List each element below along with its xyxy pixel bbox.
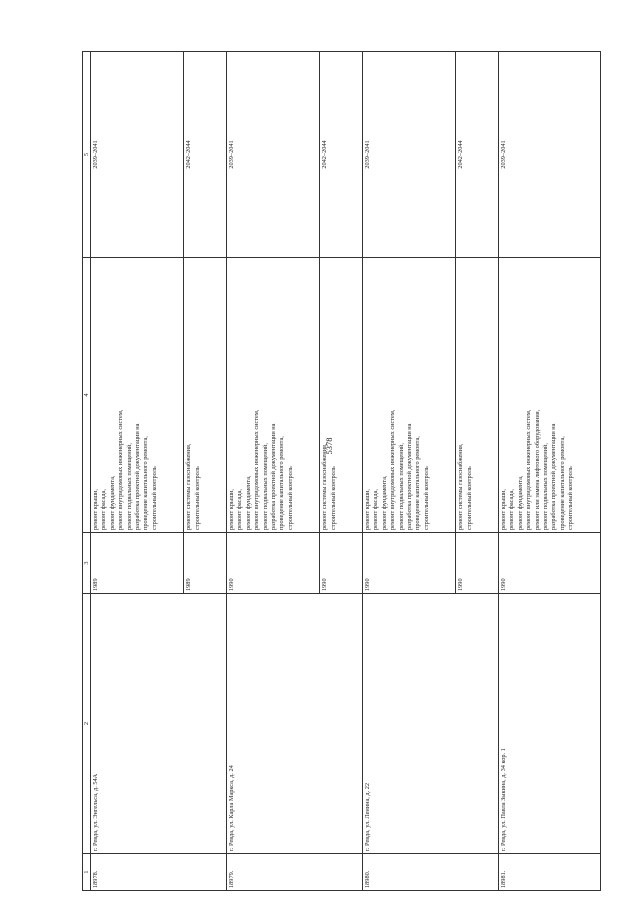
repair-schedule-table-wrapper — [82, 77, 600, 891]
building-address: г. Ревда, ул. Карла Маркса, д. 24 — [226, 594, 362, 854]
repair-work-item: ремонт фасада, — [236, 489, 244, 530]
repair-work-item: ремонт внутридомовых инженерных систем, — [253, 409, 261, 530]
repair-work-item: разработка проектной документации на — [406, 423, 413, 530]
repair-work-item: ремонт внутридомовых инженерных систем, — [117, 409, 125, 530]
repair-work-item: проведение капитального ремонта, — [414, 436, 422, 530]
header-col-2: 2 — [83, 594, 91, 854]
repair-schedule-table — [82, 51, 601, 891]
header-col-1: 1 — [83, 854, 91, 891]
repair-work-item: ремонт подвальных помещений, — [397, 443, 405, 530]
repair-work-item: ремонт фасада, — [508, 489, 516, 530]
repair-work-item: строительный контроль — [567, 466, 575, 530]
repair-work-item: ремонт фасада, — [100, 489, 108, 530]
repair-work-item: строительный контроль — [150, 466, 158, 530]
repair-work-item: строительный контроль — [286, 466, 294, 530]
repair-work-item: проведение капитального ремонта, — [278, 436, 286, 530]
repair-works — [184, 258, 227, 533]
repair-period: 2039–2041 — [362, 52, 455, 258]
construction-year: 1990 — [226, 533, 319, 594]
repair-work-item: строительный контроль — [193, 466, 201, 530]
repair-work-item: ремонт системы газоснабжения, — [185, 443, 193, 530]
construction-year: 1990 — [362, 533, 455, 594]
repair-works — [456, 258, 499, 533]
repair-work-item: ремонт внутридомовых инженерных систем, — [525, 409, 533, 530]
building-address: г. Ревда, ул. Ленина, д. 22 — [362, 594, 498, 854]
repair-works — [498, 258, 600, 533]
repair-period: 2042–2044 — [456, 52, 499, 258]
repair-work-item: ремонт системы газоснабжения, — [321, 443, 329, 530]
construction-year: 1990 — [320, 533, 363, 594]
repair-period: 2039–2041 — [226, 52, 319, 258]
repair-works — [320, 258, 363, 533]
building-address: г. Ревда, ул. Павла Зыкина, д. 34 кор. 1 — [498, 594, 600, 854]
building-address: г. Ревда, ул. Энгельса, д. 54А — [91, 594, 227, 854]
construction-year: 1989 — [184, 533, 227, 594]
repair-work-item: ремонт фундамента, — [516, 475, 524, 530]
repair-works — [226, 258, 319, 533]
repair-period: 2039–2041 — [498, 52, 600, 258]
repair-work-item: ремонт крыши, — [363, 488, 371, 530]
repair-work-item: строительный контроль — [422, 466, 430, 530]
header-col-3: 3 — [83, 533, 91, 594]
repair-work-item: строительный контроль — [465, 466, 473, 530]
repair-work-item: разработка проектной документации на — [270, 423, 278, 530]
table-row — [362, 52, 455, 891]
repair-work-item: ремонт подвальных помещений, — [541, 443, 549, 530]
table-header-row — [83, 52, 91, 891]
construction-year: 1989 — [91, 533, 184, 594]
repair-work-item: проведение капитального ремонта, — [558, 436, 566, 530]
repair-work-item: проведение капитального ремонта, — [142, 436, 150, 530]
row-number: 18978. — [91, 854, 227, 891]
repair-work-item: разработка проектной документации на — [134, 423, 142, 530]
repair-work-item: разработка проектной документации на — [550, 423, 558, 530]
repair-works — [362, 258, 455, 533]
header-col-4: 4 — [83, 258, 91, 533]
repair-works — [91, 258, 184, 533]
repair-work-item: ремонт крыши, — [227, 488, 235, 530]
repair-work-item: ремонт или замена лифтового оборудования, — [533, 409, 541, 530]
repair-period: 2042–2044 — [184, 52, 227, 258]
repair-work-item: ремонт фасада, — [372, 489, 380, 530]
repair-work-item: ремонт подвальных помещений, — [125, 443, 133, 530]
table-row — [498, 52, 600, 891]
page-number: 5378 — [324, 437, 334, 455]
row-number: 18981. — [498, 854, 600, 891]
repair-period: 2042–2044 — [320, 52, 363, 258]
repair-work-item: ремонт фундамента, — [380, 475, 388, 530]
repair-work-item: ремонт системы газоснабжения, — [457, 443, 465, 530]
header-col-5: 5 — [83, 52, 91, 258]
table-row — [226, 52, 319, 891]
repair-work-item: ремонт крыши, — [499, 488, 507, 530]
construction-year: 1990 — [498, 533, 600, 594]
repair-work-item: ремонт крыши, — [92, 488, 99, 530]
table-row — [91, 52, 184, 891]
repair-work-item: ремонт внутридомовых инженерных систем, — [389, 409, 397, 530]
row-number: 18979. — [226, 854, 362, 891]
row-number: 18980. — [362, 854, 498, 891]
construction-year: 1990 — [456, 533, 499, 594]
repair-period: 2039–2041 — [91, 52, 184, 258]
repair-work-item: ремонт подвальных помещений, — [261, 443, 269, 530]
repair-work-item: ремонт фундамента, — [244, 475, 252, 530]
repair-work-item: строительный контроль — [329, 466, 337, 530]
repair-work-item: ремонт фундамента, — [108, 475, 116, 530]
